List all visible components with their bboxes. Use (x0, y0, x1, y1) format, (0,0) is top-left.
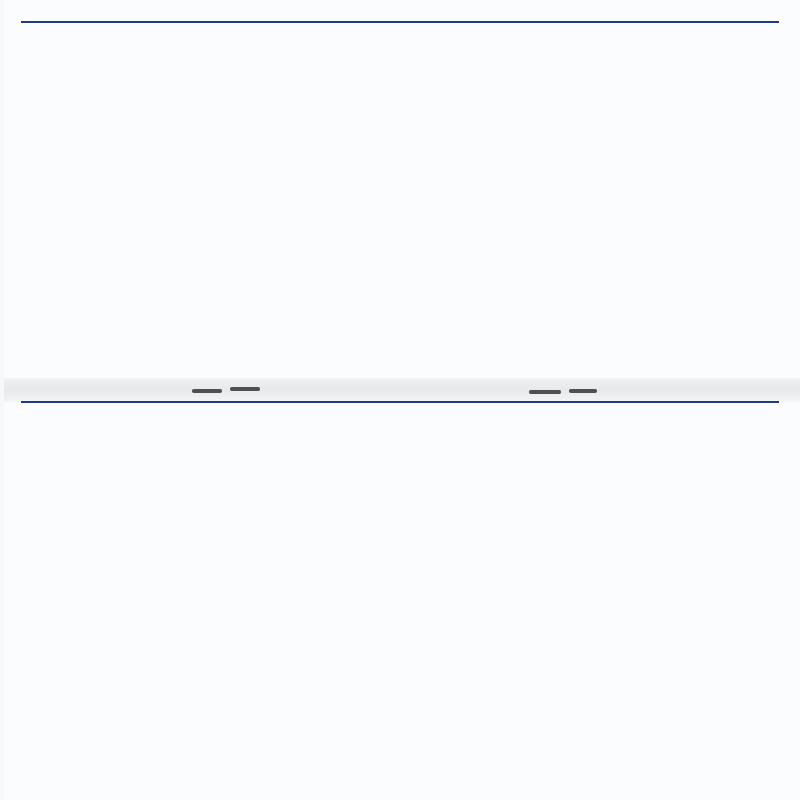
header-item-no (21, 23, 70, 55)
staple-mark (569, 389, 597, 393)
staple-mark (192, 389, 222, 393)
register-top-section (21, 21, 779, 380)
check-register-page (4, 0, 800, 800)
header-date (70, 23, 112, 55)
staple-mark (230, 387, 260, 391)
page-fold (4, 378, 800, 402)
register-bottom-section (21, 401, 779, 728)
header-cleared (522, 23, 547, 55)
column-header-row (21, 23, 779, 55)
staple-mark (529, 390, 561, 394)
header-description (112, 23, 397, 55)
header-payment-debit (397, 23, 497, 55)
header-fee (497, 23, 522, 55)
header-balance (647, 23, 779, 55)
header-deposit-credit (547, 23, 647, 55)
